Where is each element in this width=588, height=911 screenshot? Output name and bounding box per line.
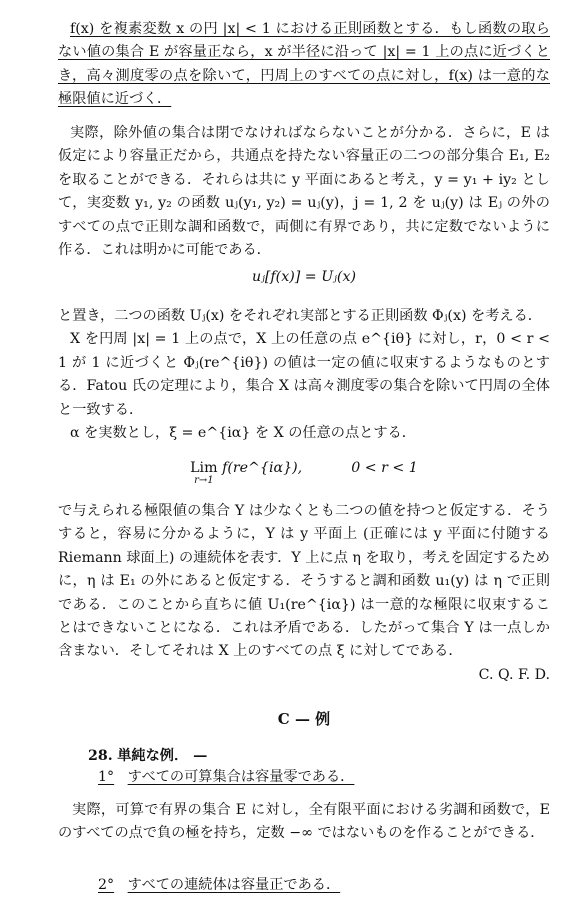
item-number: 28.	[88, 748, 113, 764]
item-28-heading	[88, 745, 550, 765]
example-1-text: 実際，可算で有界の集合 E に対し，全有限平面における劣調和函数で，E のすべての点で負の極を持ち，定数 −∞ ではないものを作ることができる．	[58, 802, 550, 842]
proof-block	[58, 122, 550, 262]
example-1-block	[58, 799, 550, 846]
proof-paragraph-2: と置き，二つの函数 Uⱼ(x) をそれぞれ実部とする正則函数 Φⱼ(x) を考える．	[58, 308, 542, 324]
proof-paragraph-1: 実際，除外値の集合は閉でなければならないことが分かる．さらに，E は仮定により容量正だから，共通点を持たない容量正の二つの部分集合 E₁, E₂ を取ることができる．それらは共に y 平面にあると考え，y = y₁ + iy₂ として，実変数 y₁, y₂ の函数 uⱼ(y₁, y₂) = uⱼ(y)，j = 1, 2 を uⱼ(y) は Eⱼ の外のすべての点で正則な調和函数で，両側に有界であり，共に定数でないように作る．これは明かに可能である．	[58, 125, 550, 259]
claim-1-text: すべての可算集合は容量零である．	[127, 769, 355, 785]
equation-2	[58, 460, 550, 486]
section-heading: C — 例	[277, 710, 331, 728]
theorem-text-underlined: f(x) を複素変数 x の円 |x| < 1 における正則函数とする．もし函数の取らない値の集合 E が容量正なら，x が半径に沿って |x| = 1 上の点に近づくとき，高々測度零の点を除いて，円周上のすべての点に対し，f(x) は一意的な極限値に近づく．	[58, 21, 550, 108]
theorem-block	[58, 18, 550, 112]
limit-operator	[190, 460, 217, 486]
limit-condition: 0 < r < 1	[351, 460, 418, 476]
item-title: 単純な例． —	[117, 748, 208, 764]
proof-block-2	[58, 305, 550, 445]
limit-body: f(re^{iα}),	[222, 460, 303, 476]
claim-1	[98, 766, 550, 789]
limit-label: Lim	[190, 460, 218, 476]
proof-paragraph-5: で与えられる極限値の集合 Y は少なくとも二つの値を持つと仮定する．そうすると，容易に分かるように，Y は y 平面上 (正確には y 平面に付随する Riemann 球面上) の連続体を表す．Y 上に点 η を取り，考えを固定するために，η は E₁ の外にあると仮定する．そうすると調和函数 u₁(y) は η で正則である．このことから直ちに値 U₁(re^{iα}) は一意的な極限に収束することはできないことになる．これは矛盾である．したがって集合 Y は一点しか含まない．そしてそれは X 上のすべての点 ξ に対してである．	[58, 503, 550, 660]
theorem-text	[58, 18, 550, 112]
claim-1-label: 1°	[98, 769, 115, 785]
claim-2	[98, 874, 550, 897]
proof-paragraph-3: X を円周 |x| = 1 上の点で，X 上の任意の点 e^{iθ} に対し，r，0 < r < 1 が 1 に近づくと Φⱼ(re^{iθ}) の値は一定の値に収束するようなものとする．Fatou 氏の定理により，集合 X は高々測度零の集合を除いて円周の全体と一致する．	[58, 331, 550, 418]
equation-1: uⱼ[f(x)] = Uⱼ(x)	[252, 269, 356, 285]
proof-block-3	[58, 500, 550, 687]
qed-mark: C. Q. F. D.	[478, 666, 550, 683]
proof-paragraph-4: α を実数とし，ξ = e^{iα} を X の任意の点とする．	[70, 425, 416, 442]
limit-subscript: r→1	[194, 475, 214, 486]
claim-2-text: すべての連続体は容量正である．	[127, 877, 341, 893]
claim-2-label: 2°	[98, 877, 115, 893]
